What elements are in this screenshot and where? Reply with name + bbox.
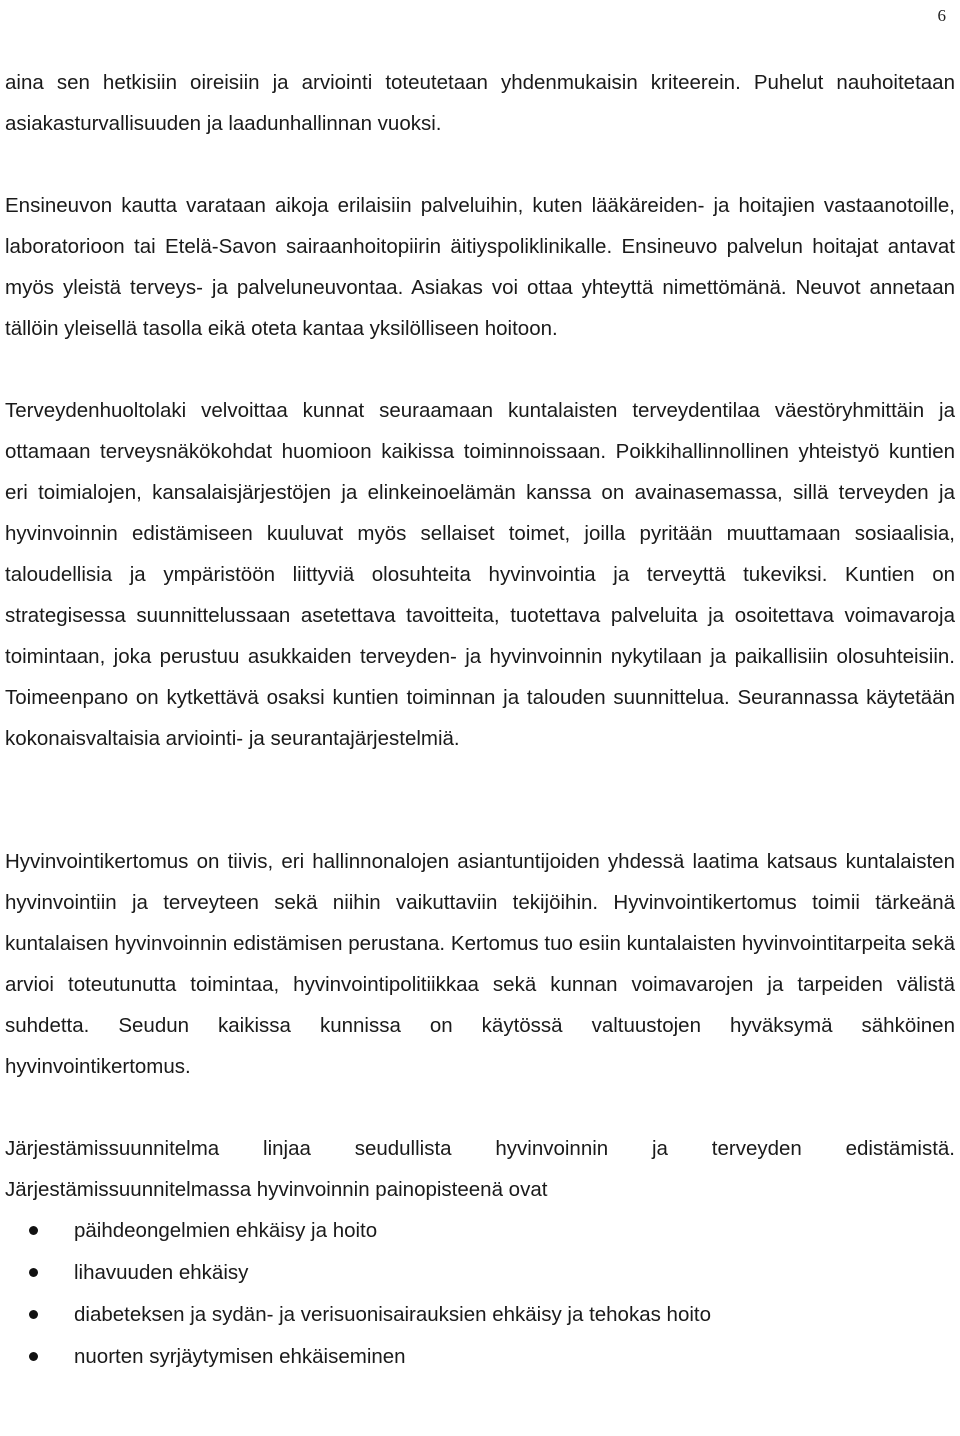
bullet-icon — [29, 1268, 38, 1277]
list-item-text: diabeteksen ja sydän- ja verisuonisairauksien ehkäisy ja tehokas hoito — [74, 1303, 712, 1326]
list-item — [5, 1252, 955, 1294]
list-item — [5, 1210, 955, 1252]
bullet-icon — [29, 1226, 38, 1235]
document-body — [5, 62, 955, 1378]
list-item-text: päihdeongelmien ehkäisy ja hoito — [74, 1219, 378, 1242]
bullet-icon — [29, 1352, 38, 1361]
paragraph-health-care-act: Terveydenhuoltolaki velvoittaa kunnat seuraamaan kuntalaisten terveydentilaa väestöryhmittäin ja ottamaan terveysnäkökohdat huomioon kaikissa toiminnoissaan. Poikkihallinnollinen yhteistyö kuntien eri toimialojen, kansalaisjärjestöjen ja elinkeinoelämän kanssa on avainasemassa, sillä terveyden ja hyvinvoinnin edistämiseen kuuluvat myös sellaiset toimet, joilla pyritään muuttamaan sosiaalisia, taloudellisia ja ympäristöön liittyviä olosuhteita hyvinvointia ja terveyttä tukeviksi. Kuntien on strategisessa suunnittelussaan asetettava tavoitteita, tuotettava palveluita ja osoitettava voimavaroja toimintaan, joka perustuu asukkaiden terveyden- ja hyvinvoinnin nykytilaan ja paikallisiin olosuhteisiin. Toimeenpano on kytkettävä osaksi kuntien toiminnan ja talouden suunnittelua. Seurannassa käytetään kokonaisvaltaisia arviointi- ja seurantajärjestelmiä. — [5, 399, 955, 750]
list-item — [5, 1336, 955, 1378]
list-item-text: nuorten syrjäytymisen ehkäiseminen — [74, 1345, 406, 1368]
list-item — [5, 1294, 955, 1336]
priority-list — [5, 1210, 955, 1378]
bullet-icon — [29, 1310, 38, 1319]
paragraph-call-recording: aina sen hetkisiin oireisiin ja arviointi toteutetaan yhdenmukaisin kriteerein. Puhelut nauhoitetaan asiakasturvallisuuden ja laadunhallinnan vuoksi. — [5, 71, 955, 135]
list-item-text: lihavuuden ehkäisy — [74, 1261, 249, 1284]
paragraph-welfare-report: Hyvinvointikertomus on tiivis, eri hallinnonalojen asiantuntijoiden yhdessä laatima katsaus kuntalaisten hyvinvointiin ja terveyteen sekä niihin vaikuttaviin tekijöihin. Hyvinvointikertomus toimii tärkeänä kuntalaisen hyvinvoinnin edistämisen perustana. Kertomus tuo esiin kuntalaisten hyvinvointitarpeita sekä arvioi toteutunutta toimintaa, hyvinvointipolitiikkaa sekä kunnan voimavarojen ja tarpeiden välistä suhdetta. Seudun kaikissa kunnissa on käytössä valtuustojen hyväksymä sähköinen hyvinvointikertomus. — [5, 850, 955, 1078]
page-number: 6 — [937, 6, 946, 25]
paragraph-ensineuvo: Ensineuvon kautta varataan aikoja erilaisiin palveluihin, kuten lääkäreiden- ja hoitajien vastaanotoille, laboratorioon tai Etelä-Savon sairaanhoitopiirin äitiyspoliklinikalle. Ensineuvo palvelun hoitajat antavat myös yleistä terveys- ja palveluneuvontaa. Asiakas voi ottaa yhteyttä nimettömänä. Neuvot annetaan tällöin yleisellä tasolla eikä oteta kantaa yksilölliseen hoitoon. — [5, 194, 955, 340]
paragraph-organization-plan: Järjestämissuunnitelma linjaa seudullista hyvinvoinnin ja terveyden edistämistä. Järjestämissuunnitelmassa hyvinvoinnin painopisteenä ovat — [5, 1137, 955, 1201]
